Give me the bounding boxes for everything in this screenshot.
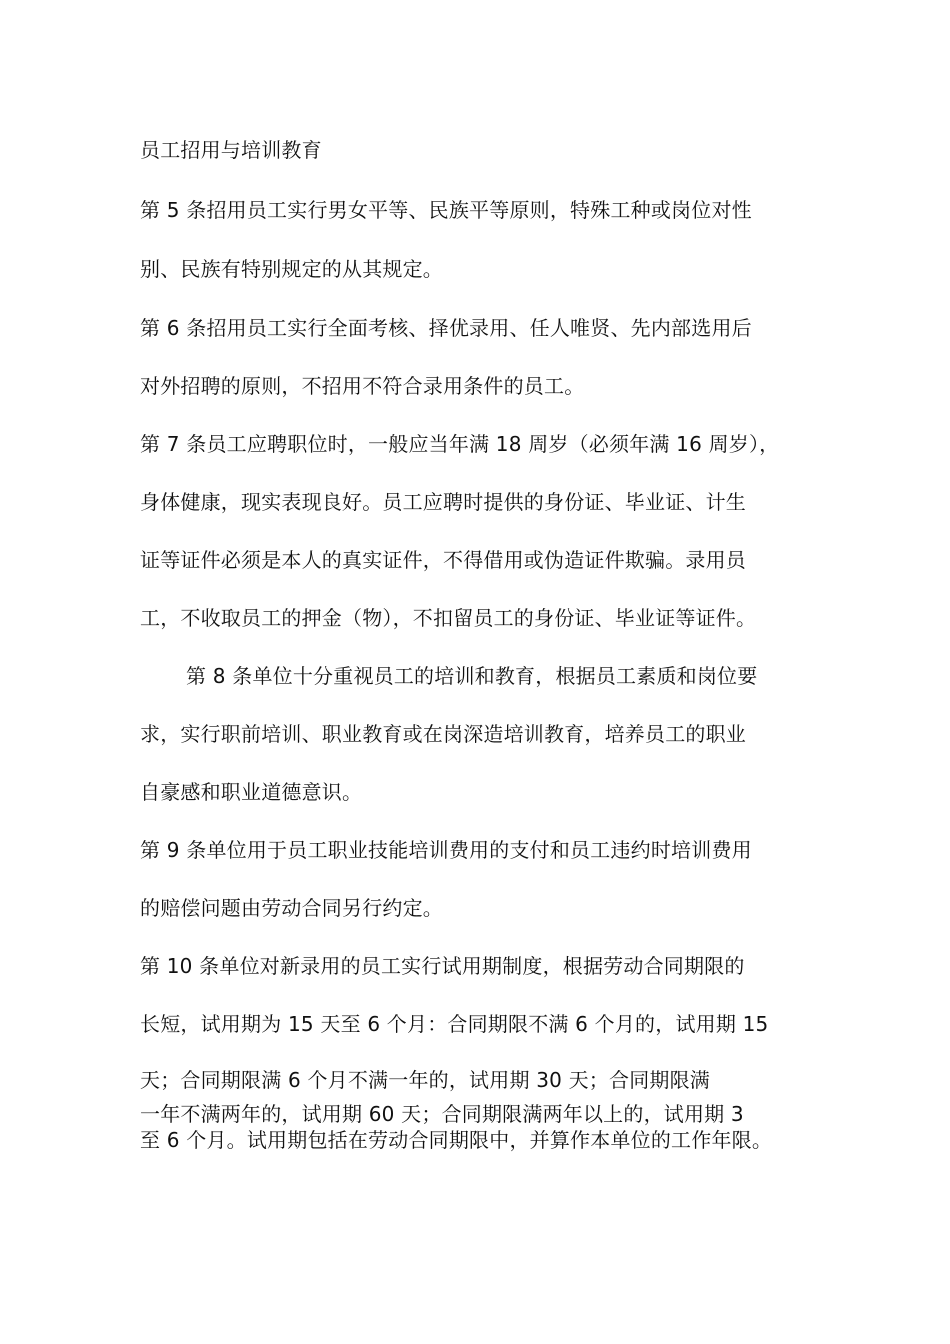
text-line-13: 的赔偿问题由劳动合同另行约定。	[140, 896, 443, 920]
text-line-17: 一年不满两年的，试用期 60 天；合同期限满两年以上的，试用期 3	[140, 1102, 744, 1126]
text-line-9: 第 8 条单位十分重视员工的培训和教育，根据员工素质和岗位要	[186, 664, 758, 688]
document-title: 员工招用与培训教育	[140, 138, 322, 162]
text-line-16: 天；合同期限满 6 个月不满一年的，试用期 30 天；合同期限满	[140, 1068, 711, 1092]
text-line-12: 第 9 条单位用于员工职业技能培训费用的支付和员工违约时培训费用	[140, 838, 752, 862]
text-line-1: 第 5 条招用员工实行男女平等、民族平等原则，特殊工种或岗位对性	[140, 198, 752, 222]
text-line-5: 第 7 条员工应聘职位时，一般应当年满 18 周岁（必须年满 16 周岁），	[140, 432, 780, 456]
text-line-14: 第 10 条单位对新录用的员工实行试用期制度，根据劳动合同期限的	[140, 954, 745, 978]
text-line-2: 别、民族有特别规定的从其规定。	[140, 257, 443, 281]
text-line-15: 长短，试用期为 15 天至 6 个月：合同期限不满 6 个月的，试用期 15	[140, 1012, 769, 1036]
text-line-4: 对外招聘的原则，不招用不符合录用条件的员工。	[140, 374, 585, 398]
text-line-3: 第 6 条招用员工实行全面考核、择优录用、任人唯贤、先内部选用后	[140, 316, 752, 340]
text-line-6: 身体健康，现实表现良好。员工应聘时提供的身份证、毕业证、计生	[140, 490, 746, 514]
text-line-18: 至 6 个月。试用期包括在劳动合同期限中，并算作本单位的工作年限。	[140, 1128, 773, 1152]
text-line-7: 证等证件必须是本人的真实证件，不得借用或伪造证件欺骗。录用员	[140, 548, 746, 572]
text-line-11: 自豪感和职业道德意识。	[140, 780, 363, 804]
text-line-10: 求，实行职前培训、职业教育或在岗深造培训教育，培养员工的职业	[140, 722, 746, 746]
text-line-8: 工，不收取员工的押金（物），不扣留员工的身份证、毕业证等证件。	[140, 606, 757, 630]
